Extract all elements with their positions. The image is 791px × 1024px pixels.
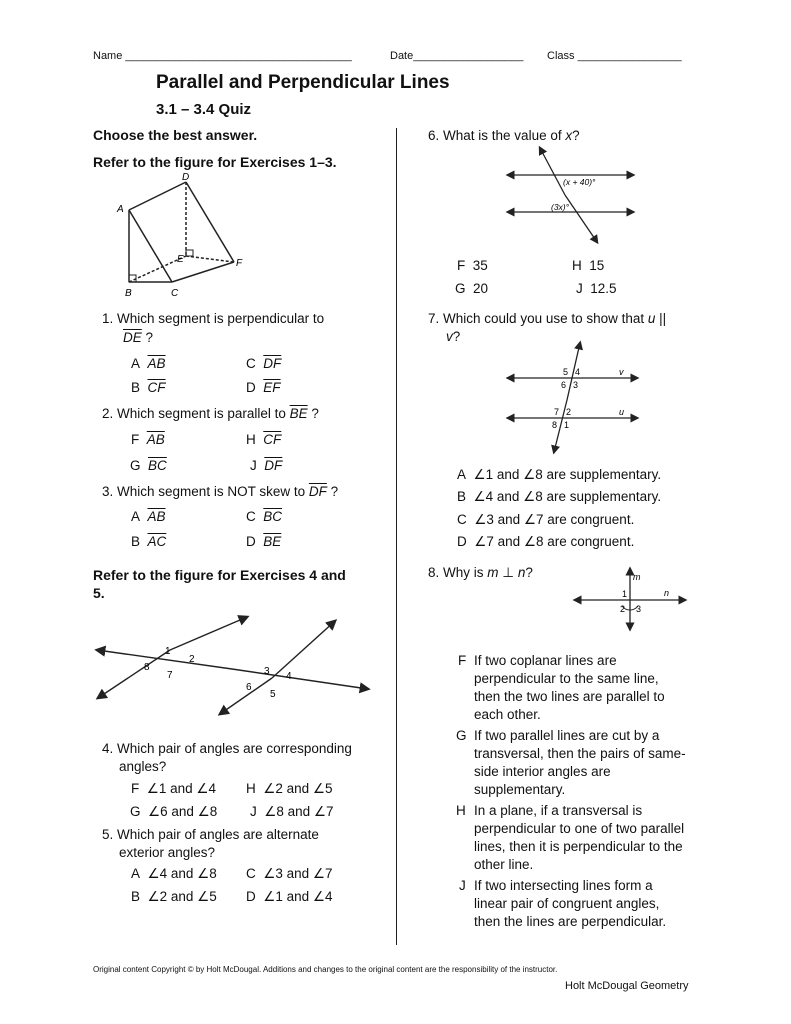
q3-segment: $\overline{DF}$ [308, 484, 327, 499]
q2-option-j[interactable]: J $\overline{DF}$ [250, 458, 283, 473]
line-label-v: v [619, 367, 624, 377]
q2-option-f[interactable]: F $\overline{AB}$ [131, 432, 165, 447]
date-blank: __________________ [413, 50, 524, 62]
angle-label-8: 8 [144, 662, 150, 673]
angle-6: 6 [561, 380, 567, 390]
label-d: D [182, 172, 190, 183]
q7-option-d[interactable]: D ∠7 and ∠8 are congruent. [457, 534, 635, 549]
page-subtitle: 3.1 – 3.4 Quiz [156, 101, 252, 118]
angle-4: 4 [575, 367, 581, 377]
q4-line2: angles? [119, 759, 167, 774]
q3-option-d[interactable]: D $\overline{BE}$ [246, 534, 282, 549]
parallel-lines-angle-figure [505, 145, 637, 245]
q6-option-f[interactable]: F 35 [457, 258, 488, 273]
question-2: 2. Which segment is parallel to $\overline{BE}$ ? [102, 406, 319, 421]
question-6: 6. What is the value of x? [428, 128, 580, 143]
name-label: Name [93, 50, 123, 62]
q5-line2: exterior angles? [119, 845, 216, 860]
q4-option-h[interactable]: H ∠2 and ∠5 [246, 781, 333, 796]
angle-label-4: 4 [286, 671, 292, 682]
label-f: F [236, 258, 243, 269]
date-label: Date [390, 50, 414, 62]
q2-option-h[interactable]: H $\overline{CF}$ [246, 432, 282, 447]
q1-tail: ? [141, 330, 154, 345]
class-blank: _________________ [577, 50, 682, 62]
q7-line2: v? [446, 329, 461, 344]
q1-line2 [123, 329, 153, 347]
q7-option-a[interactable]: A ∠1 and ∠8 are supplementary. [457, 467, 662, 482]
line-label-n: n [664, 588, 670, 598]
label-c: C [171, 288, 179, 299]
q1-option-c[interactable]: C $\overline{DF}$ [246, 356, 282, 371]
angle-label-bottom: (3x)° [551, 202, 570, 212]
class-label: Class [547, 50, 575, 62]
q2-option-g[interactable]: G $\overline{BC}$ [130, 458, 167, 473]
question-1 [102, 310, 324, 328]
question-5: 5. Which pair of angles are alternate [102, 827, 319, 842]
angle-label-7: 7 [167, 670, 173, 681]
transversal-figure [92, 612, 377, 722]
refer-exercises-4-5-line1: Refer to the figure for Exercises 4 and [93, 567, 346, 583]
line-label-u: u [619, 407, 625, 417]
q5-option-b[interactable]: B ∠2 and ∠5 [131, 889, 217, 904]
q1-option-d[interactable]: D $\overline{EF}$ [246, 380, 281, 395]
angle-label-1: 1 [622, 589, 628, 599]
q1-option-a[interactable]: A $\overline{AB}$ [131, 356, 166, 371]
q3-option-b[interactable]: B $\overline{AC}$ [131, 534, 167, 549]
q3-option-c[interactable]: C $\overline{BC}$ [246, 509, 283, 524]
q2-segment: $\overline{BE}$ [289, 406, 308, 421]
q1-segment: $\overline{DE}$ [123, 330, 142, 345]
angle-label-5: 5 [270, 689, 276, 700]
name-field[interactable] [93, 50, 352, 62]
q7-option-c[interactable]: C ∠3 and ∠7 are congruent. [457, 512, 635, 527]
question-7: 7. Which could you use to show that u || [428, 311, 667, 326]
q4-option-g[interactable]: G ∠6 and ∠8 [130, 804, 218, 819]
angle-label-3: 3 [264, 666, 270, 677]
q6-option-h[interactable]: H 15 [572, 258, 605, 273]
q6-option-g[interactable]: G 20 [455, 281, 489, 296]
angle-1: 1 [564, 420, 570, 430]
label-b: B [125, 288, 132, 299]
angle-label-top: (x + 40)° [563, 177, 596, 187]
publisher-footer: Holt McDougal Geometry [565, 980, 689, 992]
angle-7: 7 [554, 407, 560, 417]
angle-label-2: 2 [620, 604, 626, 614]
q6-option-j[interactable]: J 12.5 [576, 281, 617, 296]
question-4: 4. Which pair of angles are corresponding [102, 741, 352, 756]
angle-label-1: 1 [165, 646, 171, 657]
label-e: E [177, 254, 184, 265]
q4-option-f[interactable]: F ∠1 and ∠4 [131, 781, 217, 796]
refer-exercises-4-5-line2: 5. [93, 585, 105, 601]
q1-option-b[interactable]: B $\overline{CF}$ [131, 380, 166, 395]
question-3: 3. Which segment is NOT skew to $\overline{DF}$ ? [102, 484, 339, 499]
angle-2: 2 [566, 407, 572, 417]
date-field[interactable] [390, 50, 523, 62]
q1-text: Which segment is perpendicular to [117, 311, 325, 326]
class-field[interactable] [547, 50, 682, 62]
name-blank: _____________________________________ [125, 50, 352, 62]
angle-label-6: 6 [246, 682, 252, 693]
angle-3: 3 [573, 380, 579, 390]
angle-label-3: 3 [636, 604, 642, 614]
parallel-lines-uv-figure [505, 340, 640, 455]
q3-option-a[interactable]: A $\overline{AB}$ [131, 509, 166, 524]
copyright-notice: Original content Copyright © by Holt McDougal. Additions and changes to the original content are the responsibility of the instructor. [93, 965, 558, 974]
instructions: Choose the best answer. [93, 127, 258, 143]
question-8: 8. Why is m ⊥ n? [428, 565, 533, 580]
q7-option-b[interactable]: B ∠4 and ∠8 are supplementary. [457, 489, 662, 504]
line-label-m: m [633, 572, 641, 582]
column-divider [396, 128, 397, 945]
perpendicular-lines-figure [572, 566, 688, 632]
angle-8: 8 [552, 420, 558, 430]
label-a: A [117, 204, 124, 215]
q1-number: 1. [102, 311, 114, 326]
angle-label-2: 2 [189, 654, 195, 665]
refer-exercises-1-3: Refer to the figure for Exercises 1–3. [93, 154, 337, 170]
q5-option-d[interactable]: D ∠1 and ∠4 [246, 889, 333, 904]
angle-5: 5 [563, 367, 569, 377]
q4-option-j[interactable]: J ∠8 and ∠7 [250, 804, 334, 819]
page-title: Parallel and Perpendicular Lines [156, 72, 450, 93]
prism-figure [112, 170, 252, 300]
q5-option-c[interactable]: C ∠3 and ∠7 [246, 866, 333, 881]
q5-option-a[interactable]: A ∠4 and ∠8 [131, 866, 217, 881]
